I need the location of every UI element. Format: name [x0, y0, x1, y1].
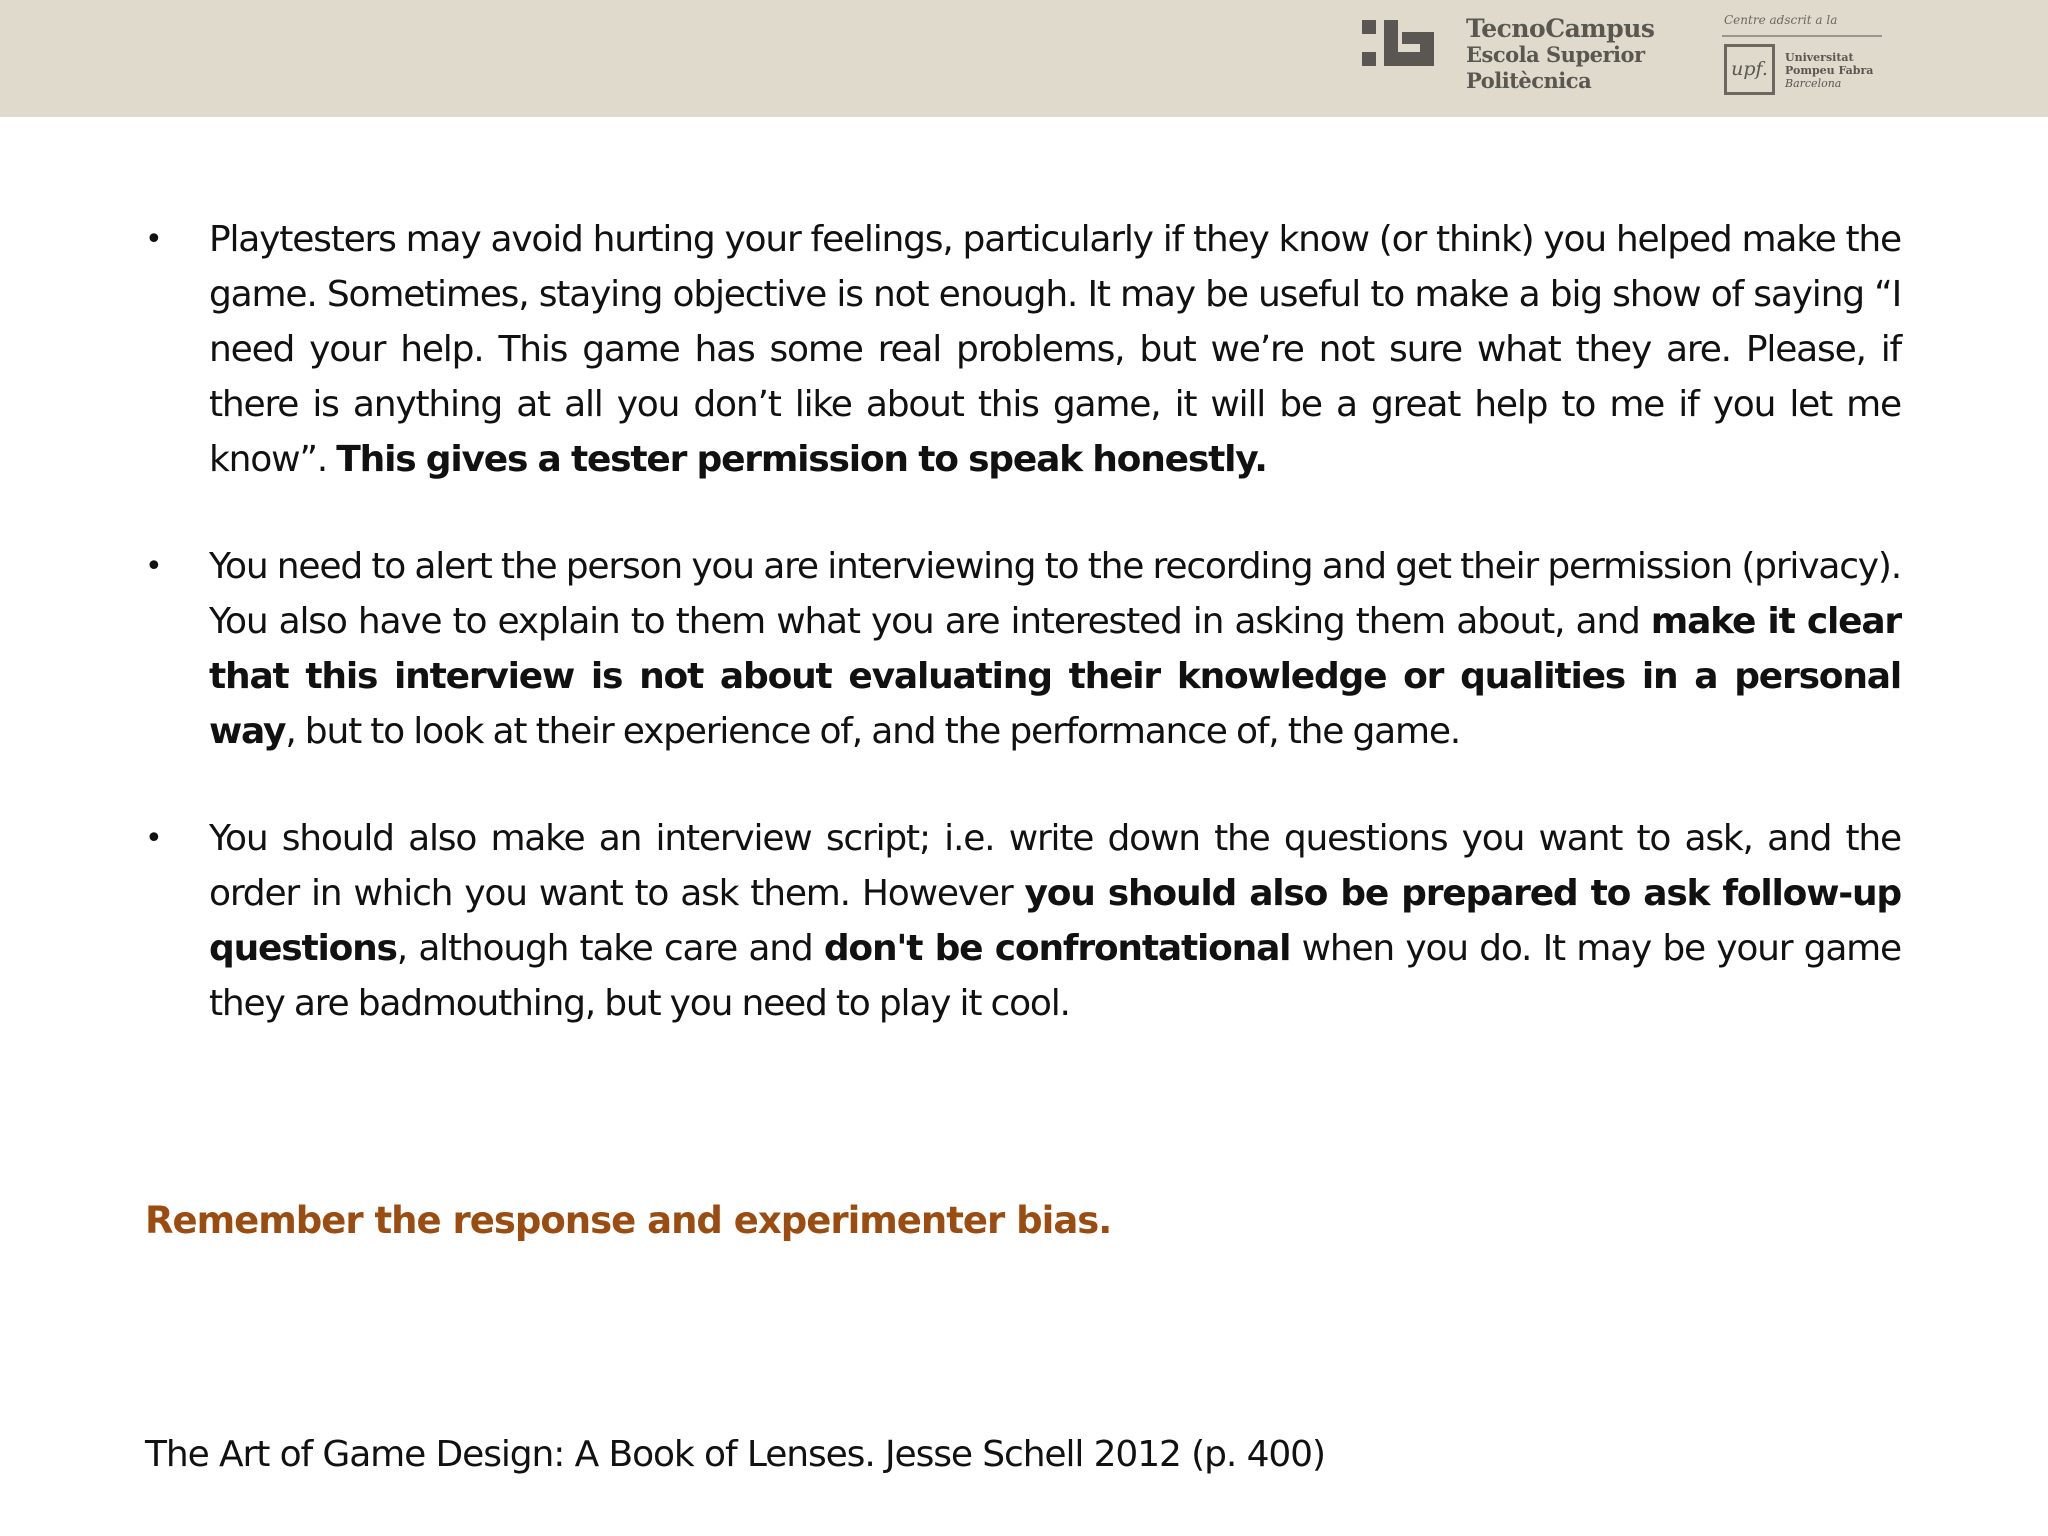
institution-line-3: Politècnica: [1466, 68, 1592, 93]
reminder-note: Remember the response and experimenter bias.: [145, 1199, 1112, 1242]
affiliation-caption: Centre adscrit a la: [1724, 13, 1838, 27]
bullet-item-privacy: [145, 539, 1901, 759]
upf-name-line-1: Universitat: [1785, 51, 1854, 64]
bullet-emphasis: don't be confrontational: [823, 928, 1291, 969]
bullet-item-script: [145, 811, 1901, 1031]
bullet-emphasis: make it clear that this interview is not about evaluating their knowledge or qualities in a personal way: [209, 601, 1901, 752]
upf-name-line-3: Barcelona: [1785, 77, 1842, 90]
institution-line-1: TecnoCampus: [1466, 14, 1655, 43]
bullet-marker: •: [145, 821, 162, 856]
bullet-text: You should also make an interview script; i.e. write down the questions you want to ask, and the order in which you want to ask them. However: [209, 818, 1901, 914]
bullet-marker: •: [145, 222, 162, 257]
upf-logo-icon: upf.: [1724, 44, 1775, 95]
institution-line-2: Escola Superior: [1466, 42, 1645, 67]
bullet-text: , although take care and: [396, 928, 824, 969]
bullet-text: when you do. It may be your game they are badmouthing, but you need to play it cool.: [209, 928, 1902, 1024]
citation: The Art of Game Design: A Book of Lenses. Jesse Schell 2012 (p. 400): [145, 1434, 1325, 1475]
upf-name-line-2: Pompeu Fabra: [1785, 64, 1874, 77]
tecnocampus-logo-icon: [1362, 20, 1442, 76]
affiliation-divider: [1722, 35, 1882, 37]
bullet-text: , but to look at their experience of, and the performance of, the game.: [285, 711, 1461, 752]
header-band: [0, 0, 2048, 117]
bullet-emphasis: you should also be prepared to ask follow-up questions: [209, 873, 1901, 969]
institution-name: [1466, 16, 1726, 94]
upf-name: [1785, 51, 1895, 90]
bullet-emphasis: This gives a tester permission to speak honestly.: [336, 439, 1267, 480]
bullet-text: You need to alert the person you are interviewing to the recording and get their permission (privacy). You also have to explain to them what you are interested in asking them about, and: [209, 546, 1901, 642]
bullet-list: [145, 212, 1901, 1083]
bullet-marker: •: [145, 549, 162, 584]
bullet-item-feelings: [145, 212, 1901, 487]
bullet-text: Playtesters may avoid hurting your feelings, particularly if they know (or think) you helped make the game. Sometimes, staying objective is not enough. It may be useful to make a big show of saying “I need your help. This game has some real problems, but we’re not sure what they are. Please, if there is anything at all you don’t like about this game, it will be a great help to me if you let me know”.: [209, 219, 1901, 480]
